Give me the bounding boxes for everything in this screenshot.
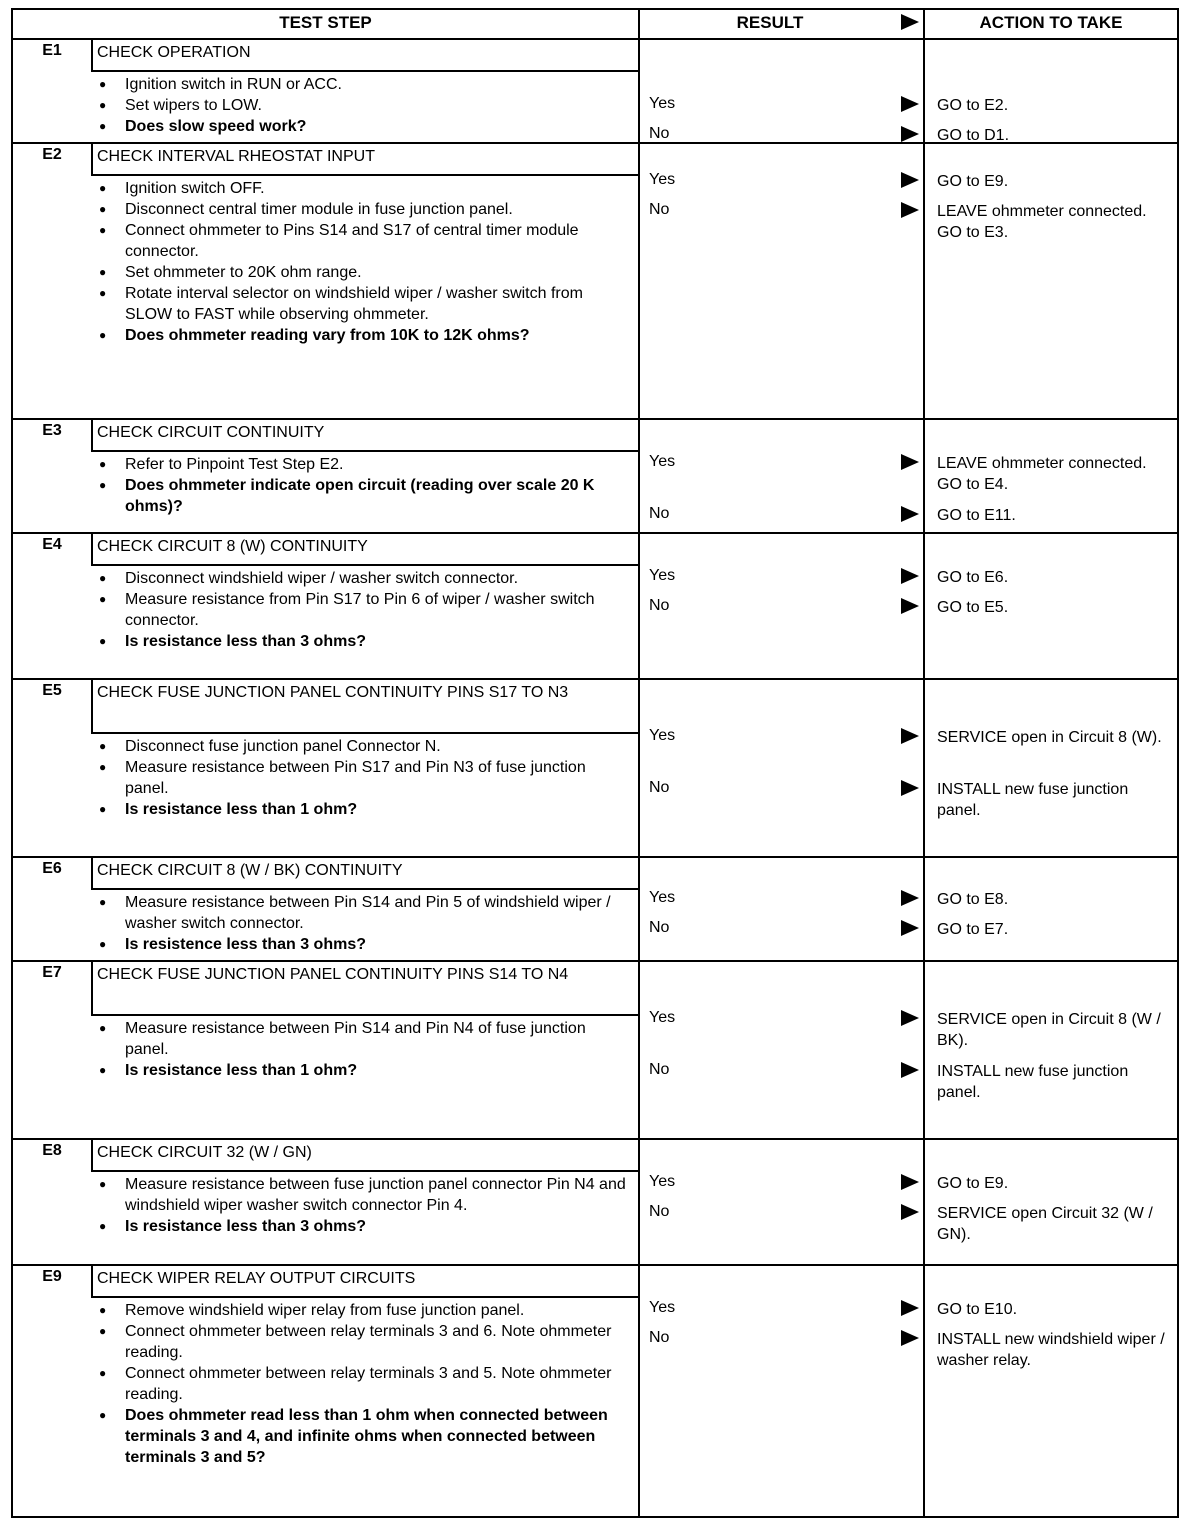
step-question: ● Does ohmmeter reading vary from 10K to 12K ohms? [91,325,631,346]
step-e6 [13,856,1177,960]
step-e3 [13,418,1177,532]
step-title-rule [91,1014,639,1016]
step-title-rule [91,564,639,566]
header-test-step: TEST STEP [279,13,372,32]
header-arrow-icon [901,14,919,30]
arrow-icon [901,728,919,744]
result-label: Yes [649,1299,676,1316]
step-question: ● Does ohmmeter read less than 1 ohm when connected between terminals 3 and 4, and infinite ohms when connected between terminals 3 and 5? [91,1405,631,1468]
action-text: GO to E7. [937,921,1009,938]
step-instruction: ● Remove windshield wiper relay from fuse junction panel. [91,1300,631,1321]
arrow-icon [901,568,919,584]
action-text: GO to E10. [937,1301,1018,1318]
step-instruction: ● Measure resistance between fuse junction panel connector Pin N4 and windshield wiper washer switch connector Pin 4. [91,1174,631,1216]
step-question: ● Does ohmmeter indicate open circuit (reading over scale 20 K ohms)? [91,475,631,517]
step-title: CHECK WIPER RELAY OUTPUT CIRCUITS [97,1270,416,1287]
action-text: GO to E8. [937,891,1009,908]
result-label: Yes [649,567,676,584]
step-title-rule [91,888,639,890]
header-action: ACTION TO TAKE [979,13,1123,32]
step-id: E5 [42,682,62,699]
step-title-rule [91,1296,639,1298]
step-bullet-list [91,74,631,137]
action-text: LEAVE ohmmeter connected. GO to E3. [937,203,1147,241]
step-instruction: ● Disconnect windshield wiper / washer switch connector. [91,568,631,589]
step-instruction: ● Measure resistance between Pin S14 and Pin N4 of fuse junction panel. [91,1018,631,1060]
step-instruction: ● Ignition switch in RUN or ACC. [91,74,631,95]
test-step-table [11,8,1179,1518]
result-label: Yes [649,727,676,744]
step-instruction: ● Connect ohmmeter between relay terminals 3 and 5. Note ohmmeter reading. [91,1363,631,1405]
step-bullet-list [91,1018,631,1081]
action-text: SERVICE open in Circuit 8 (W / BK). [937,1011,1161,1049]
step-title: CHECK FUSE JUNCTION PANEL CONTINUITY PINS S17 TO N3 [97,684,569,701]
action-text: GO to E6. [937,569,1009,586]
step-question: ● Is resistance less than 3 ohms? [91,631,631,652]
arrow-icon [901,1204,919,1220]
arrow-icon [901,172,919,188]
step-title: CHECK INTERVAL RHEOSTAT INPUT [97,148,375,165]
arrow-icon [901,890,919,906]
step-id: E1 [42,42,62,59]
action-text: INSTALL new windshield wiper / washer relay. [937,1331,1165,1369]
action-text: SERVICE open Circuit 32 (W / GN). [937,1205,1153,1243]
result-label: No [649,125,670,142]
step-title: CHECK CIRCUIT 32 (W / GN) [97,1144,312,1161]
step-question: ● Is resistance less than 1 ohm? [91,799,631,820]
step-title-rule [91,732,639,734]
step-id: E4 [42,536,62,553]
action-text: GO to D1. [937,127,1010,144]
action-text: GO to E11. [937,507,1016,524]
step-title: CHECK CIRCUIT 8 (W / BK) CONTINUITY [97,862,403,879]
step-question: ● Is resistance less than 1 ohm? [91,1060,631,1081]
step-id: E3 [42,422,62,439]
action-text: GO to E9. [937,1175,1009,1192]
step-id: E7 [42,964,62,981]
step-e7 [13,960,1177,1138]
step-bullet-list [91,178,631,346]
result-label: No [649,597,670,614]
arrow-icon [901,1174,919,1190]
result-label: No [649,1329,670,1346]
step-e4 [13,532,1177,678]
arrow-icon [901,454,919,470]
step-instruction: ● Connect ohmmeter between relay terminals 3 and 6. Note ohmmeter reading. [91,1321,631,1363]
step-e1 [13,38,1177,142]
step-id: E6 [42,860,62,877]
action-text: GO to E2. [937,97,1009,114]
step-id: E2 [42,146,62,163]
step-instruction: ● Ignition switch OFF. [91,178,631,199]
result-label: Yes [649,95,676,112]
result-label: No [649,1203,670,1220]
step-e5 [13,678,1177,856]
action-text: GO to E5. [937,599,1009,616]
result-label: No [649,505,670,522]
step-title-rule [91,70,639,72]
step-e9 [13,1264,1177,1520]
result-label: Yes [649,171,676,188]
step-title: CHECK OPERATION [97,44,251,61]
action-text: INSTALL new fuse junction panel. [937,781,1129,819]
step-id: E8 [42,1142,62,1159]
result-label: No [649,919,670,936]
step-instruction: ● Disconnect fuse junction panel Connector N. [91,736,631,757]
action-text: SERVICE open in Circuit 8 (W). [937,729,1162,746]
arrow-icon [901,1300,919,1316]
step-e8 [13,1138,1177,1264]
arrow-icon [901,1062,919,1078]
result-label: No [649,1061,670,1078]
result-label: No [649,201,670,218]
step-title: CHECK FUSE JUNCTION PANEL CONTINUITY PINS S14 TO N4 [97,966,569,983]
step-question: ● Is resistence less than 3 ohms? [91,934,631,955]
step-instruction: ● Measure resistance between Pin S14 and Pin 5 of windshield wiper / washer switch connector. [91,892,631,934]
arrow-icon [901,1330,919,1346]
step-bullet-list [91,568,631,652]
step-instruction: ● Connect ohmmeter to Pins S14 and S17 of central timer module connector. [91,220,631,262]
step-instruction: ● Set wipers to LOW. [91,95,631,116]
step-instruction: ● Measure resistance from Pin S17 to Pin 6 of wiper / washer switch connector. [91,589,631,631]
arrow-icon [901,1010,919,1026]
step-id: E9 [42,1268,62,1285]
arrow-icon [901,920,919,936]
header-result: RESULT [736,13,804,32]
action-text: GO to E9. [937,173,1009,190]
step-bullet-list [91,1174,631,1237]
step-title-rule [91,1170,639,1172]
step-instruction: ● Disconnect central timer module in fuse junction panel. [91,199,631,220]
step-instruction: ● Rotate interval selector on windshield wiper / washer switch from SLOW to FAST while observing ohmmeter. [91,283,631,325]
step-question: ● Is resistance less than 3 ohms? [91,1216,631,1237]
result-label: Yes [649,1173,676,1190]
arrow-icon [901,598,919,614]
step-instruction: ● Measure resistance between Pin S17 and Pin N3 of fuse junction panel. [91,757,631,799]
result-label: No [649,779,670,796]
action-text: INSTALL new fuse junction panel. [937,1063,1129,1101]
step-bullet-list [91,736,631,820]
result-label: Yes [649,1009,676,1026]
arrow-icon [901,780,919,796]
arrow-icon [901,202,919,218]
step-instruction: ● Refer to Pinpoint Test Step E2. [91,454,631,475]
step-title: CHECK CIRCUIT 8 (W) CONTINUITY [97,538,368,555]
step-title-rule [91,174,639,176]
step-bullet-list [91,1300,631,1468]
step-bullet-list [91,892,631,955]
arrow-icon [901,126,919,142]
action-text: LEAVE ohmmeter connected. GO to E4. [937,455,1147,493]
result-label: Yes [649,889,676,906]
step-question: ● Does slow speed work? [91,116,631,137]
result-label: Yes [649,453,676,470]
step-e2 [13,142,1177,418]
step-title-rule [91,450,639,452]
arrow-icon [901,506,919,522]
step-bullet-list [91,454,631,517]
step-title: CHECK CIRCUIT CONTINUITY [97,424,325,441]
arrow-icon [901,96,919,112]
step-instruction: ● Set ohmmeter to 20K ohm range. [91,262,631,283]
